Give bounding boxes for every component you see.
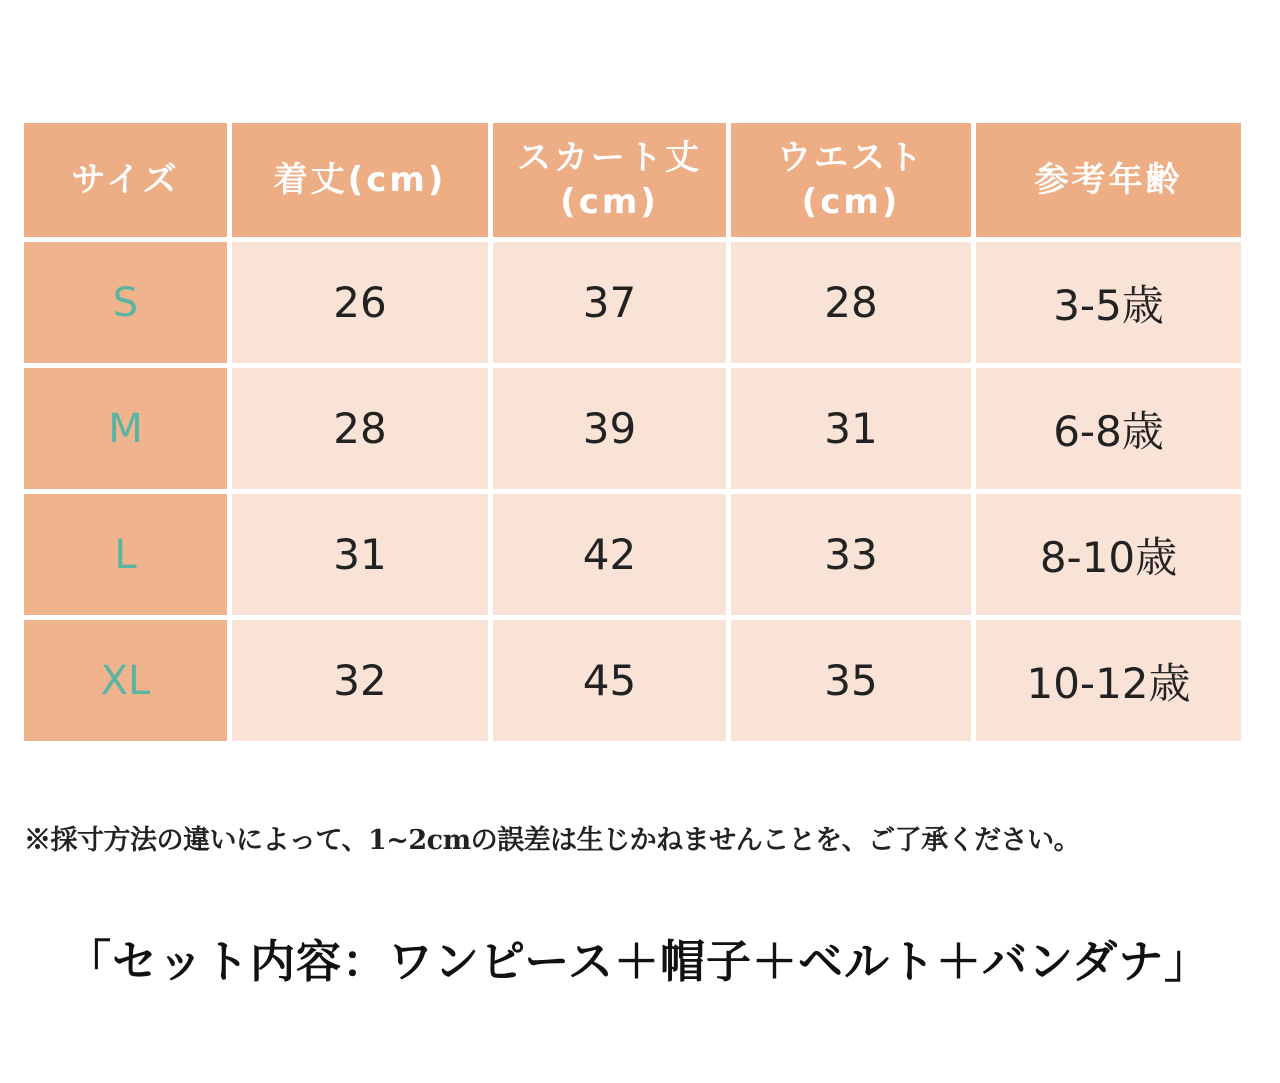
skirt-length-cell: 37 — [493, 242, 726, 363]
waist-cell: 33 — [731, 494, 971, 615]
header-age-label: 参考年齢 — [1034, 159, 1183, 200]
age-cell: 6-8歳 — [976, 368, 1241, 489]
header-waist-label-line2: (cm) — [801, 182, 901, 222]
waist-cell: 31 — [731, 368, 971, 489]
table-row — [24, 620, 1241, 741]
header-size — [24, 123, 227, 237]
table-row — [24, 494, 1241, 615]
length-cell: 31 — [232, 494, 488, 615]
header-waist-label-line1: ウエスト — [777, 137, 925, 178]
header-skirt-label-line2: (cm) — [560, 182, 659, 222]
header-size-label: サイズ — [71, 159, 180, 200]
skirt-length-cell: 42 — [493, 494, 726, 615]
length-cell: 28 — [232, 368, 488, 489]
waist-cell: 28 — [731, 242, 971, 363]
skirt-length-cell: 45 — [493, 620, 726, 741]
length-cell: 32 — [232, 620, 488, 741]
skirt-length-cell: 39 — [493, 368, 726, 489]
table-row — [24, 368, 1241, 489]
table-row — [24, 242, 1241, 363]
measurement-note: ※採寸方法の違いによって、1~2cmの誤差は生じかねませんことを、ご了承ください。 — [24, 825, 1081, 856]
header-length — [232, 123, 488, 237]
header-length-label: 着丈(cm) — [273, 159, 447, 200]
header-row — [24, 123, 1241, 237]
header-skirt-label-line1: スカート丈 — [517, 137, 702, 178]
age-cell: 3-5歳 — [976, 242, 1241, 363]
header-skirt-length — [493, 123, 726, 237]
size-cell: XL — [24, 620, 227, 741]
size-cell: M — [24, 368, 227, 489]
header-waist — [731, 123, 971, 237]
size-cell: L — [24, 494, 227, 615]
size-cell: S — [24, 242, 227, 363]
header-reference-age — [976, 123, 1241, 237]
length-cell: 26 — [232, 242, 488, 363]
size-chart-table — [19, 118, 1246, 746]
age-cell: 8-10歳 — [976, 494, 1241, 615]
set-contents-text: 「セット内容：ワンピース＋帽子＋ベルト＋バンダナ」 — [66, 935, 1211, 988]
age-cell: 10-12歳 — [976, 620, 1241, 741]
waist-cell: 35 — [731, 620, 971, 741]
